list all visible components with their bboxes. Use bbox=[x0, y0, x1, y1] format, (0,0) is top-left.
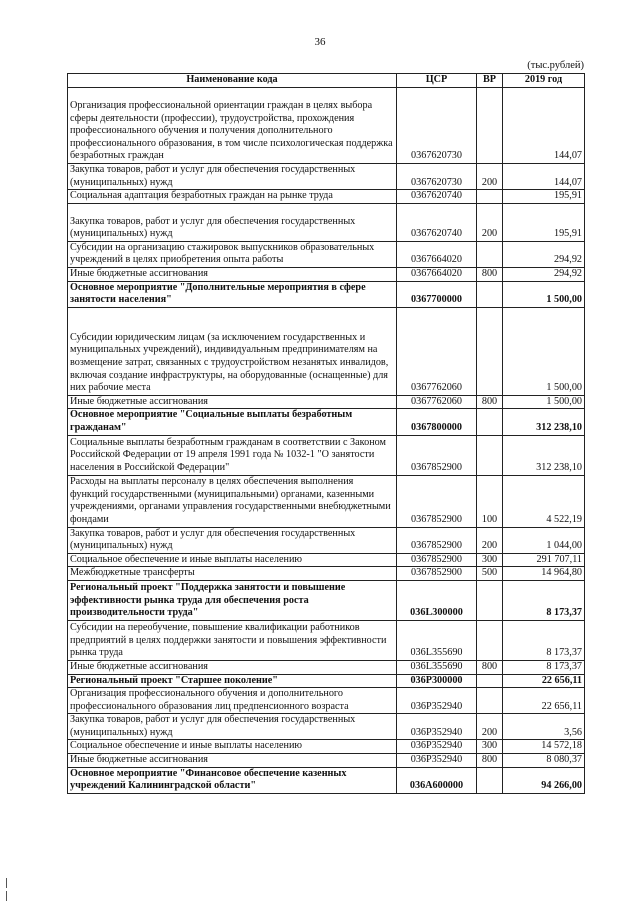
table-row bbox=[68, 241, 585, 267]
table-row bbox=[68, 475, 585, 527]
row-vr: 300 bbox=[477, 553, 503, 567]
row-name: Субсидии на организацию стажировок выпускников образовательных учреждений в целях приобретения опыта работы bbox=[68, 241, 397, 267]
row-name: Закупка товаров, работ и услуг для обеспечения государственных (муниципальных) нужд bbox=[68, 714, 397, 740]
row-vr bbox=[477, 435, 503, 475]
row-vr: 800 bbox=[477, 267, 503, 281]
row-name: Закупка товаров, работ и услуг для обеспечения государственных (муниципальных) нужд bbox=[68, 527, 397, 553]
row-csr: 036L355690 bbox=[397, 620, 477, 660]
budget-table bbox=[67, 73, 585, 794]
row-name: Организация профессионального обучения и дополнительного профессионального образования лиц предпенсионного возраста bbox=[68, 688, 397, 714]
row-sum: 294,92 bbox=[503, 241, 585, 267]
table-row bbox=[68, 281, 585, 307]
row-sum: 94 266,00 bbox=[503, 767, 585, 793]
row-sum: 4 522,19 bbox=[503, 475, 585, 527]
row-csr: 036L355690 bbox=[397, 660, 477, 674]
row-vr: 200 bbox=[477, 714, 503, 740]
row-csr: 036P352940 bbox=[397, 754, 477, 768]
row-vr bbox=[477, 620, 503, 660]
table-row bbox=[68, 754, 585, 768]
row-name: Основное мероприятие "Финансовое обеспечение казенных учреждений Калининградской области" bbox=[68, 767, 397, 793]
row-csr: 0367852900 bbox=[397, 567, 477, 581]
row-sum: 22 656,11 bbox=[503, 674, 585, 688]
row-sum: 195,91 bbox=[503, 190, 585, 204]
row-csr: 0367620740 bbox=[397, 190, 477, 204]
table-row bbox=[68, 767, 585, 793]
table-row bbox=[68, 435, 585, 475]
row-sum: 1 500,00 bbox=[503, 395, 585, 409]
row-sum: 22 656,11 bbox=[503, 688, 585, 714]
row-csr: 0367762060 bbox=[397, 395, 477, 409]
table-row bbox=[68, 409, 585, 435]
row-csr: 0367762060 bbox=[397, 307, 477, 395]
row-name: Иные бюджетные ассигнования bbox=[68, 754, 397, 768]
row-csr: 0367664020 bbox=[397, 267, 477, 281]
row-csr: 0367620740 bbox=[397, 203, 477, 241]
row-vr bbox=[477, 241, 503, 267]
table-row bbox=[68, 190, 585, 204]
row-csr: 0367852900 bbox=[397, 435, 477, 475]
row-csr: 0367852900 bbox=[397, 527, 477, 553]
row-sum: 8 080,37 bbox=[503, 754, 585, 768]
header-csr: ЦСР bbox=[397, 74, 477, 88]
row-csr: 036P352940 bbox=[397, 740, 477, 754]
row-vr: 100 bbox=[477, 475, 503, 527]
row-csr: 0367620730 bbox=[397, 164, 477, 190]
row-name: Организация профессиональной ориентации граждан в целях выбора сферы деятельности (профессии), трудоустройства, прохождения профессионального обучения и получения дополнительного профессионального образования, в том числе психологическая поддержка безработных граждан bbox=[68, 88, 397, 164]
table-row bbox=[68, 395, 585, 409]
row-vr: 800 bbox=[477, 754, 503, 768]
row-vr bbox=[477, 688, 503, 714]
page-number: 36 bbox=[314, 36, 326, 48]
row-csr: 0367664020 bbox=[397, 241, 477, 267]
row-name: Расходы на выплаты персоналу в целях обеспечения выполнения функций государственными (муниципальными) органами, казенными учреждениями, органами управления государственными внебюджетными фондами bbox=[68, 475, 397, 527]
row-vr bbox=[477, 409, 503, 435]
table-row bbox=[68, 567, 585, 581]
row-name: Социальное обеспечение и иные выплаты населению bbox=[68, 553, 397, 567]
table-body bbox=[68, 88, 585, 794]
row-sum: 1 044,00 bbox=[503, 527, 585, 553]
row-sum: 312 238,10 bbox=[503, 435, 585, 475]
row-sum: 8 173,37 bbox=[503, 580, 585, 620]
row-vr: 300 bbox=[477, 740, 503, 754]
row-vr: 500 bbox=[477, 567, 503, 581]
row-name: Основное мероприятие "Дополнительные мероприятия в сфере занятости населения" bbox=[68, 281, 397, 307]
row-name: Закупка товаров, работ и услуг для обеспечения государственных (муниципальных) нужд bbox=[68, 164, 397, 190]
row-name: Социальное обеспечение и иные выплаты населению bbox=[68, 740, 397, 754]
row-csr: 0367620730 bbox=[397, 88, 477, 164]
row-name: Социальные выплаты безработным гражданам в соответствии с Законом Российской Федерации от 19 апреля 1991 года № 1032-1 "О занятости населения в Российской Федерации" bbox=[68, 435, 397, 475]
table-row bbox=[68, 740, 585, 754]
row-csr: 036L300000 bbox=[397, 580, 477, 620]
row-name: Межбюджетные трансферты bbox=[68, 567, 397, 581]
row-sum: 195,91 bbox=[503, 203, 585, 241]
row-vr: 200 bbox=[477, 527, 503, 553]
table-row bbox=[68, 688, 585, 714]
units-label: (тыс.рублей) bbox=[527, 60, 584, 71]
row-sum: 1 500,00 bbox=[503, 281, 585, 307]
row-vr bbox=[477, 190, 503, 204]
table-row bbox=[68, 553, 585, 567]
table-row bbox=[68, 307, 585, 395]
row-csr: 036P352940 bbox=[397, 714, 477, 740]
row-name: Закупка товаров, работ и услуг для обеспечения государственных (муниципальных) нужд bbox=[68, 203, 397, 241]
table-row bbox=[68, 527, 585, 553]
row-sum: 294,92 bbox=[503, 267, 585, 281]
scan-margin-marks bbox=[6, 878, 8, 904]
row-name: Иные бюджетные ассигнования bbox=[68, 267, 397, 281]
table-row bbox=[68, 267, 585, 281]
row-sum: 8 173,37 bbox=[503, 660, 585, 674]
row-vr bbox=[477, 307, 503, 395]
row-name: Региональный проект "Поддержка занятости и повышение эффективности рынка труда для обеспечения роста производительности труда" bbox=[68, 580, 397, 620]
row-name: Иные бюджетные ассигнования bbox=[68, 660, 397, 674]
table-row bbox=[68, 714, 585, 740]
row-sum: 1 500,00 bbox=[503, 307, 585, 395]
row-csr: 036P352940 bbox=[397, 688, 477, 714]
row-sum: 312 238,10 bbox=[503, 409, 585, 435]
row-vr: 200 bbox=[477, 164, 503, 190]
row-csr: 0367800000 bbox=[397, 409, 477, 435]
table-row bbox=[68, 88, 585, 164]
row-name: Региональный проект "Старшее поколение" bbox=[68, 674, 397, 688]
row-vr bbox=[477, 767, 503, 793]
row-csr: 036А600000 bbox=[397, 767, 477, 793]
table-header-row bbox=[68, 74, 585, 88]
row-sum: 8 173,37 bbox=[503, 620, 585, 660]
row-name: Субсидии на переобучение, повышение квалификации работников предприятий в целях поддержки занятости и повышения эффективности рынка труда bbox=[68, 620, 397, 660]
table-row bbox=[68, 674, 585, 688]
row-sum: 144,07 bbox=[503, 164, 585, 190]
row-vr bbox=[477, 674, 503, 688]
row-csr: 0367852900 bbox=[397, 475, 477, 527]
table-row bbox=[68, 660, 585, 674]
header-name: Наименование кода bbox=[68, 74, 397, 88]
row-vr bbox=[477, 281, 503, 307]
row-sum: 14 964,80 bbox=[503, 567, 585, 581]
row-csr: 0367852900 bbox=[397, 553, 477, 567]
row-vr: 800 bbox=[477, 660, 503, 674]
row-vr: 200 bbox=[477, 203, 503, 241]
row-csr: 0367700000 bbox=[397, 281, 477, 307]
table-row bbox=[68, 203, 585, 241]
row-sum: 291 707,11 bbox=[503, 553, 585, 567]
row-vr: 800 bbox=[477, 395, 503, 409]
table-row bbox=[68, 580, 585, 620]
row-csr: 036P300000 bbox=[397, 674, 477, 688]
header-vr: ВР bbox=[477, 74, 503, 88]
table-row bbox=[68, 164, 585, 190]
row-sum: 144,07 bbox=[503, 88, 585, 164]
header-year: 2019 год bbox=[503, 74, 585, 88]
row-sum: 3,56 bbox=[503, 714, 585, 740]
row-name: Основное мероприятие "Социальные выплаты безработным гражданам" bbox=[68, 409, 397, 435]
row-vr bbox=[477, 88, 503, 164]
row-name: Социальная адаптация безработных граждан на рынке труда bbox=[68, 190, 397, 204]
row-sum: 14 572,18 bbox=[503, 740, 585, 754]
table-row bbox=[68, 620, 585, 660]
row-name: Иные бюджетные ассигнования bbox=[68, 395, 397, 409]
row-vr bbox=[477, 580, 503, 620]
row-name: Субсидии юридическим лицам (за исключением государственных и муниципальных учреждений), индивидуальным предпринимателям на возмещение затрат, связанных с трудоустройством незанятых инвалидов, включая создание инфраструктуры, на оборудованные (оснащенные) для них рабочие места bbox=[68, 307, 397, 395]
